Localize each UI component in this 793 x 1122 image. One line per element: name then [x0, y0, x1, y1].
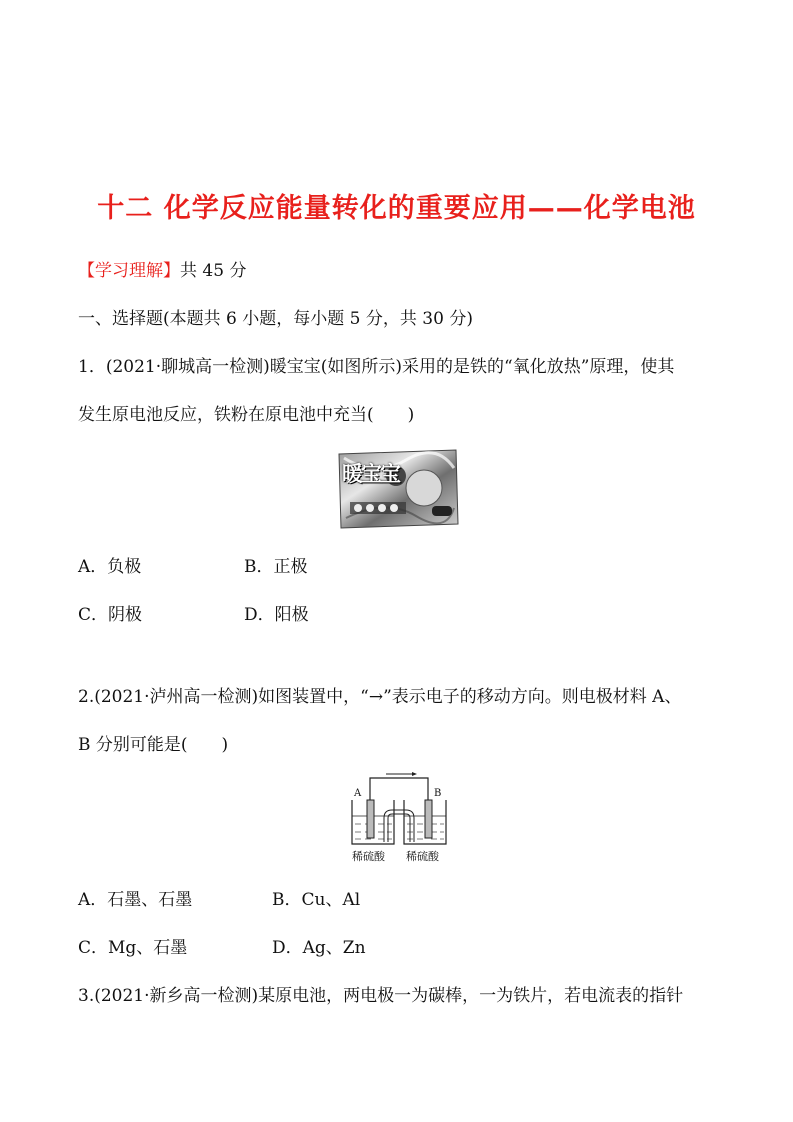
q2-stem-line1: 2.(2021·泸州高一检测)如图装置中，“→”表示电子的移动方向。则电极材料 A、: [78, 687, 682, 707]
q1-stem-line2: 发生原电池反应，铁粉在原电池中充当( ): [78, 405, 415, 425]
q2-option-d: D．Ag、Zn: [272, 938, 366, 958]
electrode-a-label: A: [354, 788, 362, 799]
right-solution-label: 稀硫酸: [406, 850, 439, 863]
electrode-b: [425, 800, 432, 838]
q1-option-a: A．负极: [78, 557, 142, 577]
electrolysis-diagram: [348, 772, 452, 864]
q3-stem-line1: 3.(2021·新乡高一检测)某原电池，两电极一为碳棒，一为铁片，若电流表的指针: [78, 986, 684, 1006]
left-solution-label: 稀硫酸: [352, 850, 385, 863]
q1-option-b: B．正极: [244, 557, 308, 577]
wire: [370, 778, 428, 802]
hand-warmer-label: 暖宝宝: [342, 462, 399, 486]
q2-stem-line2: B 分别可能是( ): [78, 735, 229, 755]
q2-option-c: C．Mg、石墨: [78, 938, 188, 958]
page-title: 十二 化学反应能量转化的重要应用——化学电池: [97, 193, 696, 224]
section-tag: 【学习理解】: [78, 261, 180, 281]
q1-stem-line1: 1．(2021·聊城高一检测)暖宝宝(如图所示)采用的是铁的“氧化放热”原理，使其: [78, 357, 675, 377]
section-header: [78, 260, 246, 282]
q1-option-c: C．阴极: [78, 605, 143, 625]
section-points: 共 45 分: [180, 261, 247, 281]
electrode-b-label: B: [434, 788, 442, 799]
hand-warmer-image: [336, 448, 460, 530]
electrode-a: [367, 800, 374, 838]
q2-option-a: A．石墨、石墨: [78, 890, 193, 910]
q2-option-b: B．Cu、Al: [272, 890, 361, 910]
q1-option-d: D．阳极: [244, 605, 309, 625]
part-heading: 一、选择题(本题共 6 小题，每小题 5 分，共 30 分): [78, 309, 473, 329]
